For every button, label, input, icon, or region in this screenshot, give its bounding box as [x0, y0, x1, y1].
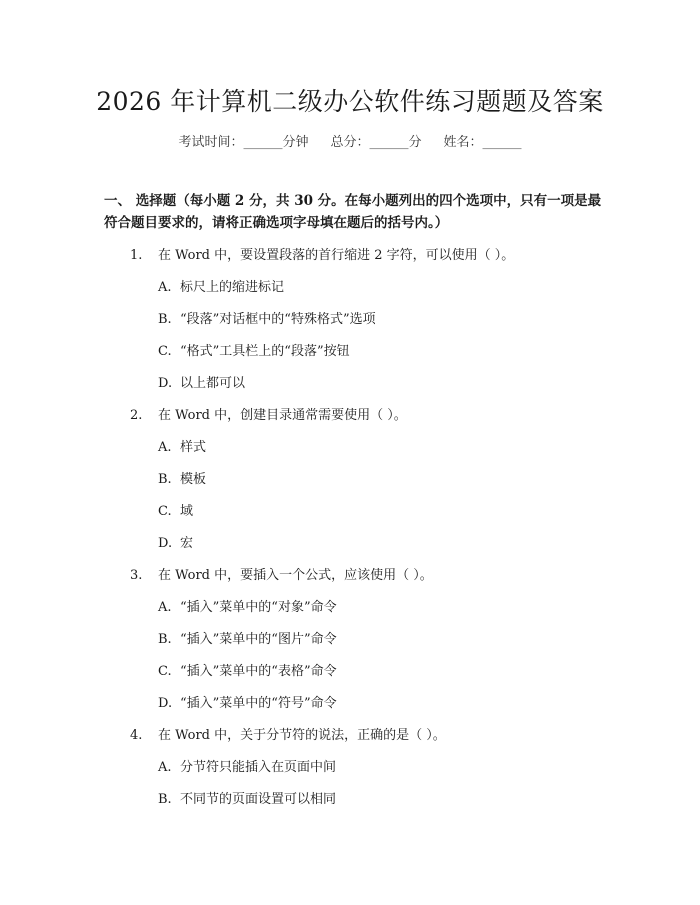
- total-score-field: 总分：______分: [330, 135, 422, 150]
- option-letter: D.: [158, 536, 173, 551]
- option-text: 标尺上的缩进标记: [180, 280, 285, 295]
- option-text: 分节符只能插入在页面中间: [180, 760, 337, 775]
- question-text: 在 Word 中，要设置段落的首行缩进 2 字符，可以使用（ ）。: [158, 248, 515, 263]
- question-text: 在 Word 中，要插入一个公式，应该使用（ ）。: [158, 568, 433, 583]
- option-text: 不同节的页面设置可以相同: [180, 792, 337, 807]
- question-1-option-a: [158, 276, 284, 295]
- question-number: 3.: [130, 568, 143, 583]
- question-number: 4.: [130, 728, 143, 743]
- question-2: [130, 404, 407, 423]
- option-letter: C.: [158, 504, 172, 519]
- option-letter: A.: [158, 600, 172, 615]
- question-1-option-b: [158, 308, 376, 327]
- question-1-option-d: [158, 372, 245, 391]
- question-number: 2.: [130, 408, 143, 423]
- option-text: 样式: [180, 440, 207, 455]
- question-2-option-a: [158, 436, 206, 455]
- option-text: 模板: [180, 472, 207, 487]
- section-heading: 一、 选择题（每小题 2 分，共 30 分。在每小题列出的四个选项中，只有一项是最符合题目要求的，请将正确选项字母填在题后的括号内。）: [104, 193, 602, 231]
- question-4-option-a: [158, 756, 336, 775]
- question-1-option-c: [158, 340, 350, 359]
- option-letter: B.: [158, 472, 172, 487]
- option-letter: C.: [158, 344, 172, 359]
- question-number: 1.: [130, 248, 143, 263]
- question-2-option-d: [158, 532, 193, 551]
- option-letter: B.: [158, 632, 172, 647]
- question-3-option-b: [158, 628, 337, 647]
- option-letter: D.: [158, 376, 173, 391]
- question-3: [130, 564, 433, 583]
- option-text: 以上都可以: [180, 376, 246, 391]
- option-text: 宏: [180, 536, 194, 551]
- option-letter: D.: [158, 696, 173, 711]
- option-letter: B.: [158, 312, 172, 327]
- question-text: 在 Word 中，关于分节符的说法，正确的是（ ）。: [158, 728, 446, 743]
- question-3-option-a: [158, 596, 337, 615]
- option-text: “格式”工具栏上的“段落”按钮: [180, 344, 350, 359]
- name-field: 姓名：______: [443, 135, 522, 150]
- option-letter: A.: [158, 760, 172, 775]
- page-title: 2026 年计算机二级办公软件练习题题及答案: [96, 87, 604, 116]
- question-1: [130, 244, 514, 263]
- option-letter: A.: [158, 280, 172, 295]
- option-text: “插入”菜单中的“表格”命令: [180, 664, 337, 679]
- option-text: “插入”菜单中的“对象”命令: [180, 600, 337, 615]
- option-letter: A.: [158, 440, 172, 455]
- question-2-option-b: [158, 468, 206, 487]
- option-letter: C.: [158, 664, 172, 679]
- question-4-option-b: [158, 788, 336, 807]
- question-text: 在 Word 中，创建目录通常需要使用（ ）。: [158, 408, 407, 423]
- exam-info-line: [0, 131, 700, 150]
- question-3-option-c: [158, 660, 337, 679]
- option-text: “插入”菜单中的“符号”命令: [180, 696, 337, 711]
- option-text: “插入”菜单中的“图片”命令: [180, 632, 337, 647]
- question-3-option-d: [158, 692, 337, 711]
- question-2-option-c: [158, 500, 193, 519]
- option-text: “段落”对话框中的“特殊格式”选项: [180, 312, 376, 327]
- option-letter: B.: [158, 792, 172, 807]
- exam-time-field: 考试时间：______分钟: [178, 135, 309, 150]
- option-text: 域: [180, 504, 194, 519]
- question-4: [130, 724, 446, 743]
